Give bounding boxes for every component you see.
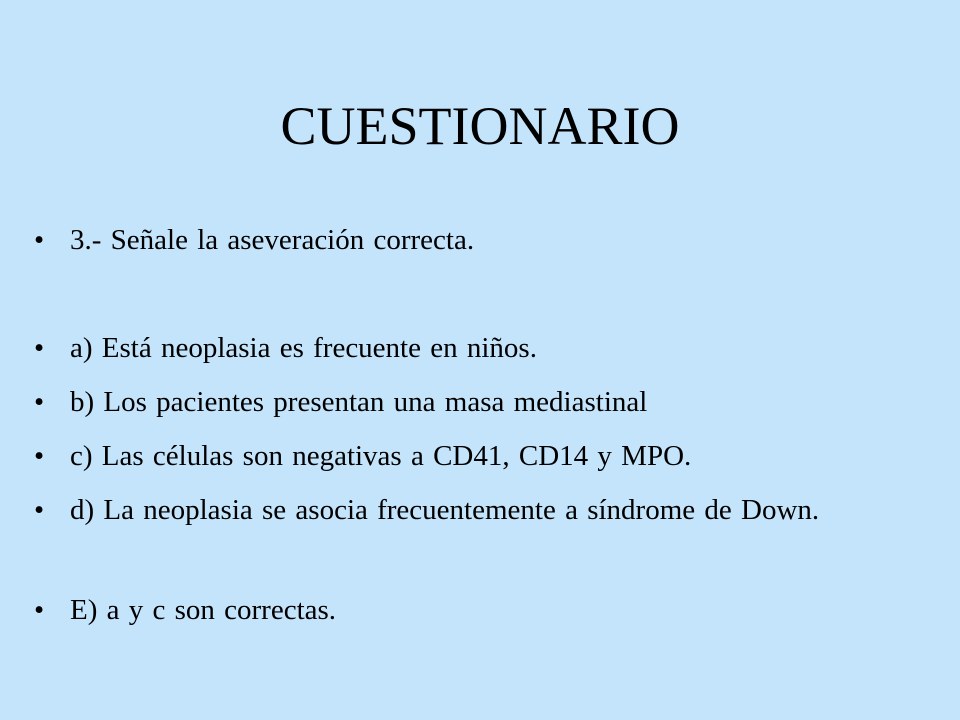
answer-option-b xyxy=(34,386,914,419)
bullet-icon: • xyxy=(34,386,45,418)
answer-text: d) La neoplasia se asocia frecuentemente a síndrome de Down. xyxy=(70,494,820,526)
answer-text: b) Los pacientes presentan una masa mediastinal xyxy=(70,386,648,418)
answer-text: c) Las células son negativas a CD41, CD14 y MPO. xyxy=(70,440,692,472)
answer-option-a xyxy=(34,332,914,365)
bullet-icon: • xyxy=(34,224,45,256)
question-prompt xyxy=(34,224,914,257)
answer-text: a) Está neoplasia es frecuente en niños. xyxy=(70,332,537,364)
bullet-icon: • xyxy=(34,494,45,526)
question-text: 3.- Señale la aseveración correcta. xyxy=(70,224,475,256)
bullet-icon: • xyxy=(34,594,45,626)
answer-text: E) a y c son correctas. xyxy=(70,594,337,626)
slide-title: CUESTIONARIO xyxy=(280,96,680,156)
bullet-icon: • xyxy=(34,440,45,472)
answer-option-c xyxy=(34,440,914,473)
bullet-icon: • xyxy=(34,332,45,364)
answer-option-e xyxy=(34,594,914,627)
answer-option-d xyxy=(34,494,914,527)
